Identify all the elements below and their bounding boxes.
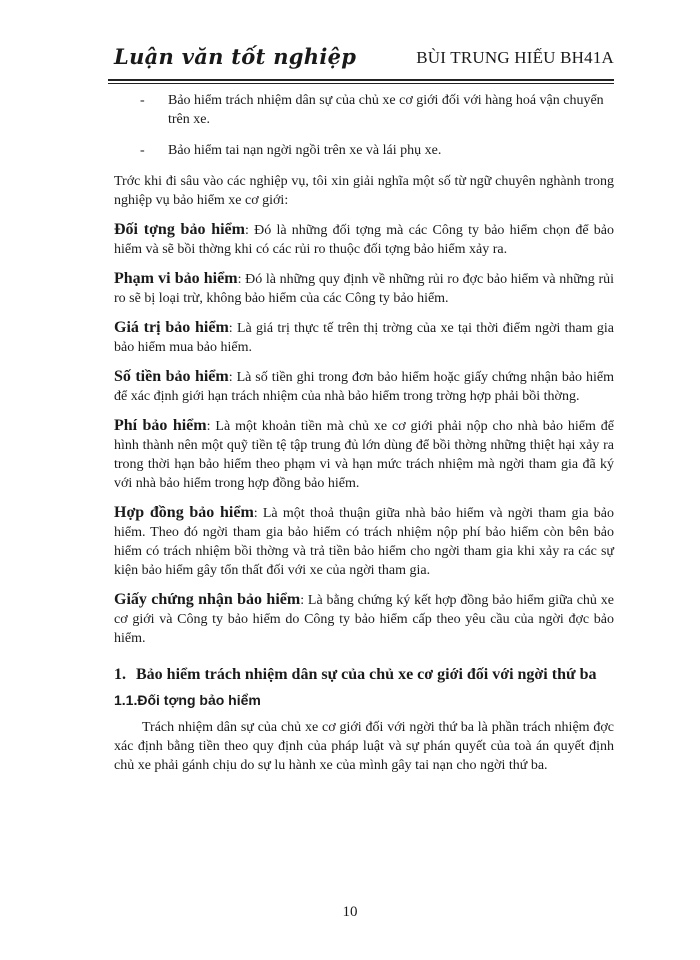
definition-term: Giá trị bảo hiểm bbox=[114, 319, 229, 336]
definition-term: Số tiền bảo hiểm bbox=[114, 368, 229, 385]
bullet-marker: - bbox=[140, 93, 145, 108]
section-number: 1. bbox=[114, 666, 126, 683]
definition-text: : Là bằng chứng ký kết hợp đồng bảo hiểm giữa chủ xe cơ giới và Công ty bảo hiểm do Công ty bảo hiểm cấp theo yêu cầu của ngời đợc bảo hiểm. bbox=[114, 593, 614, 646]
definition-text: : Là giá trị thực tế trên thị trờng của xe tại thời điểm ngời tham gia bảo hiểm mua bảo hiểm. bbox=[114, 321, 615, 355]
definition-text: : Đó là những đối tợng mà các Công ty bảo hiểm chọn để bảo hiểm và sẽ bồi thờng khi có các rủi ro thuộc đối tợng bảo hiểm xảy ra. bbox=[114, 223, 614, 257]
bullet-text: Bảo hiểm trách nhiệm dân sự của chủ xe cơ giới đối với hàng hoá vận chuyển trên xe. bbox=[168, 93, 604, 127]
definition-term: Hợp đồng bảo hiểm bbox=[114, 504, 254, 521]
definition-term: Phí bảo hiểm bbox=[114, 417, 207, 434]
definition-term: Đối tợng bảo hiểm bbox=[114, 221, 245, 238]
definition-text: : Là một thoả thuận giữa nhà bảo hiểm và ngời tham gia bảo hiểm. Theo đó ngời tham gia bảo hiểm có trách nhiệm nộp phí bảo hiểm còn bên bảo hiểm có trách nhiệm bồi thờng và trả tiền bảo hiểm cho ngời tham gia khi xảy ra các sự kiện bảo hiểm gây tổn thất đối với xe của ngời tham gia. bbox=[114, 506, 614, 578]
bullet-item bbox=[140, 141, 614, 160]
definition-text: : Là số tiền ghi trong đơn bảo hiểm hoặc giấy chứng nhận bảo hiểm để xác định giới hạn trách nhiệm của nhà bảo hiểm trong trờng hợp phải bồi thờng. bbox=[114, 370, 615, 404]
definition-item bbox=[114, 503, 614, 580]
definition-text: : Là một khoản tiền mà chủ xe cơ giới phải nộp cho nhà bảo hiểm để hình thành nên một quỹ tiền tệ tập trung đủ lớn dùng để bồi thờng những thiệt hại xảy ra trong thời hạn bảo hiểm theo phạm vi và hạn mức trách nhiệm mà ngời tham gia đã ký với nhà bảo hiểm trong hợp đồng bảo hiểm. bbox=[114, 419, 614, 491]
section-heading bbox=[114, 664, 614, 685]
subsection-paragraph: Trách nhiệm dân sự của chủ xe cơ giới đối với ngời thứ ba là phần trách nhiệm đợc xác định bằng tiền theo quy định của pháp luật và sự phán quyết của toà án quyết định chủ xe phải gánh chịu do sự lu hành xe của mình gây tai nạn cho ngời thứ ba. bbox=[114, 720, 614, 773]
definition-text: : Đó là những quy định về những rủi ro đợc bảo hiểm và những rủi ro sẽ bị loại trừ, không bảo hiểm của các Công ty bảo hiểm. bbox=[114, 272, 614, 306]
definition-item bbox=[114, 220, 614, 259]
definition-item bbox=[114, 367, 614, 406]
header-title: Luận văn tốt nghiệp bbox=[114, 44, 357, 69]
definition-item bbox=[114, 416, 614, 493]
definition-item bbox=[114, 269, 614, 308]
definition-item bbox=[114, 318, 614, 357]
definition-term: Phạm vi bảo hiểm bbox=[114, 270, 238, 287]
header-author: BÙI TRUNG HIẾU BH41A bbox=[416, 48, 614, 67]
section-title: Bảo hiểm trách nhiệm dân sự của chủ xe cơ giới đối với ngời thứ ba bbox=[136, 666, 597, 683]
intro-paragraph: Trớc khi đi sâu vào các nghiệp vụ, tôi xin giải nghĩa một số từ ngữ chuyên nghành trong nghiệp vụ bảo hiểm xe cơ giới: bbox=[114, 174, 614, 208]
definition-item bbox=[114, 590, 614, 648]
page-number: 10 bbox=[342, 904, 358, 920]
page-header bbox=[108, 40, 614, 80]
subsection-heading: 1.1.Đối tợng bảo hiểm bbox=[114, 692, 261, 708]
definition-term: Giấy chứng nhận bảo hiểm bbox=[114, 591, 301, 608]
header-rule bbox=[108, 79, 614, 81]
page-body bbox=[114, 91, 614, 785]
bullet-marker: - bbox=[140, 143, 145, 158]
header-rule-thin bbox=[108, 83, 614, 84]
bullet-item bbox=[140, 91, 614, 129]
bullet-text: Bảo hiểm tai nạn ngời ngồi trên xe và lái phụ xe. bbox=[168, 143, 442, 158]
